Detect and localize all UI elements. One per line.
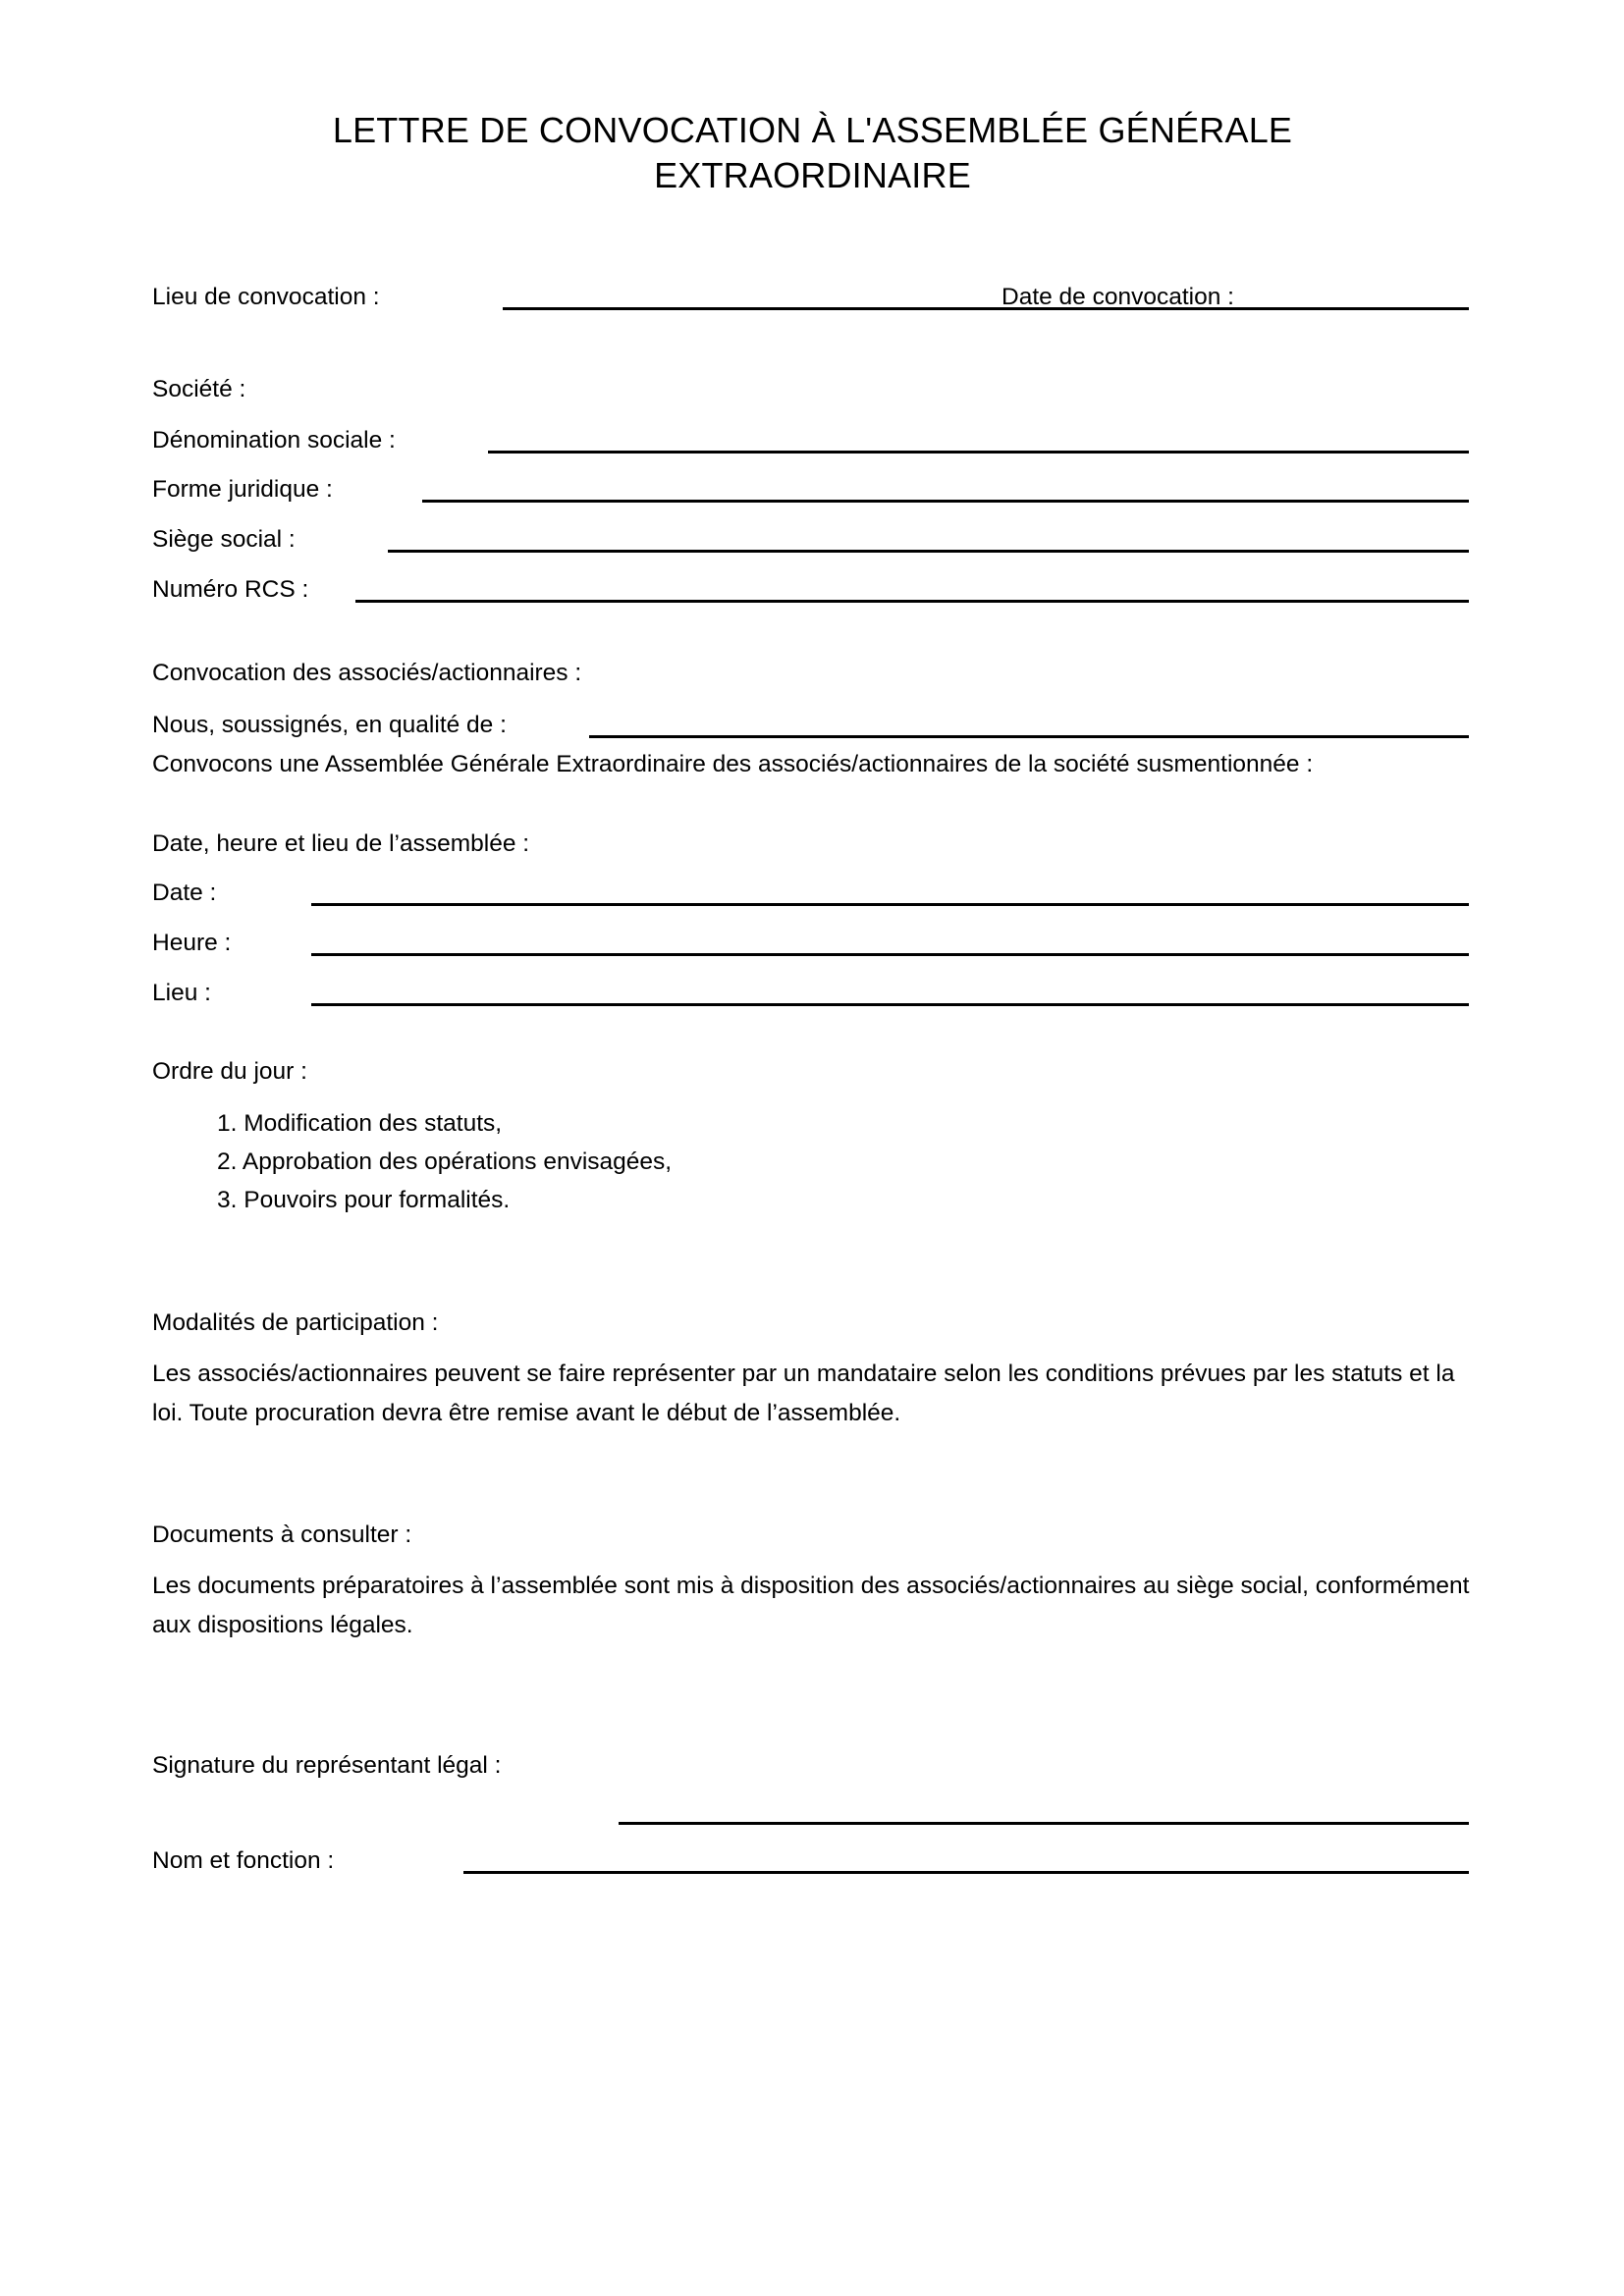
list-item: 3. Pouvoirs pour formalités. xyxy=(217,1187,511,1213)
section-label-convocation-associes: Convocation des associés/actionnaires : xyxy=(152,660,582,686)
section-label-ordre-du-jour: Ordre du jour : xyxy=(152,1058,307,1085)
page-title xyxy=(152,108,1473,198)
list-item: 1. Modification des statuts, xyxy=(217,1110,503,1137)
section-label-societe: Société : xyxy=(152,376,246,402)
field-line-date[interactable] xyxy=(311,903,1469,906)
field-line-heure[interactable] xyxy=(311,953,1469,956)
label-denomination-sociale: Dénomination sociale : xyxy=(152,427,396,454)
label-date: Date : xyxy=(152,880,217,906)
label-date-de-convocation: Date de convocation : xyxy=(1001,284,1234,310)
participation-body: Les associés/actionnaires peuvent se faire représenter par un mandataire selon les conditions prévues par les statuts et la loi. Toute procuration devra être remise avant le début de l’assemblée. xyxy=(152,1361,1455,1426)
field-line-nous-soussignes[interactable] xyxy=(589,735,1469,738)
convocation-statement: Convocons une Assemblée Générale Extraordinaire des associés/actionnaires de la société susmentionnée : xyxy=(152,751,1314,777)
section-label-date-heure-lieu: Date, heure et lieu de l’assemblée : xyxy=(152,830,530,857)
list-item: 2. Approbation des opérations envisagées, xyxy=(217,1148,673,1175)
field-line-numero-rcs[interactable] xyxy=(355,600,1469,603)
field-line-siege-social[interactable] xyxy=(388,550,1469,553)
label-signature-representant-legal: Signature du représentant légal : xyxy=(152,1752,502,1779)
section-label-documents-a-consulter: Documents à consulter : xyxy=(152,1522,412,1548)
field-line-denomination-sociale[interactable] xyxy=(488,451,1469,454)
page-title-line-1: LETTRE DE CONVOCATION À L'ASSEMBLÉE GÉNÉRALE xyxy=(332,110,1293,150)
field-line-signature[interactable] xyxy=(619,1822,1469,1825)
label-numero-rcs: Numéro RCS : xyxy=(152,576,309,603)
label-forme-juridique: Forme juridique : xyxy=(152,476,333,503)
field-line-convocation-row[interactable] xyxy=(503,307,1469,310)
section-label-modalites-participation: Modalités de participation : xyxy=(152,1309,439,1336)
label-lieu: Lieu : xyxy=(152,980,211,1006)
label-nom-et-fonction: Nom et fonction : xyxy=(152,1847,335,1874)
field-line-nom-et-fonction[interactable] xyxy=(463,1871,1469,1874)
field-line-forme-juridique[interactable] xyxy=(422,500,1469,503)
label-lieu-de-convocation: Lieu de convocation : xyxy=(152,284,380,310)
label-heure: Heure : xyxy=(152,930,232,956)
label-siege-social: Siège social : xyxy=(152,526,296,553)
field-line-lieu[interactable] xyxy=(311,1003,1469,1006)
page-title-line-2: EXTRAORDINAIRE xyxy=(654,155,971,196)
label-nous-soussignes: Nous, soussignés, en qualité de : xyxy=(152,712,507,738)
documents-body: Les documents préparatoires à l’assemblée sont mis à disposition des associés/actionnaires au siège social, conformément aux dispositions légales. xyxy=(152,1573,1470,1638)
